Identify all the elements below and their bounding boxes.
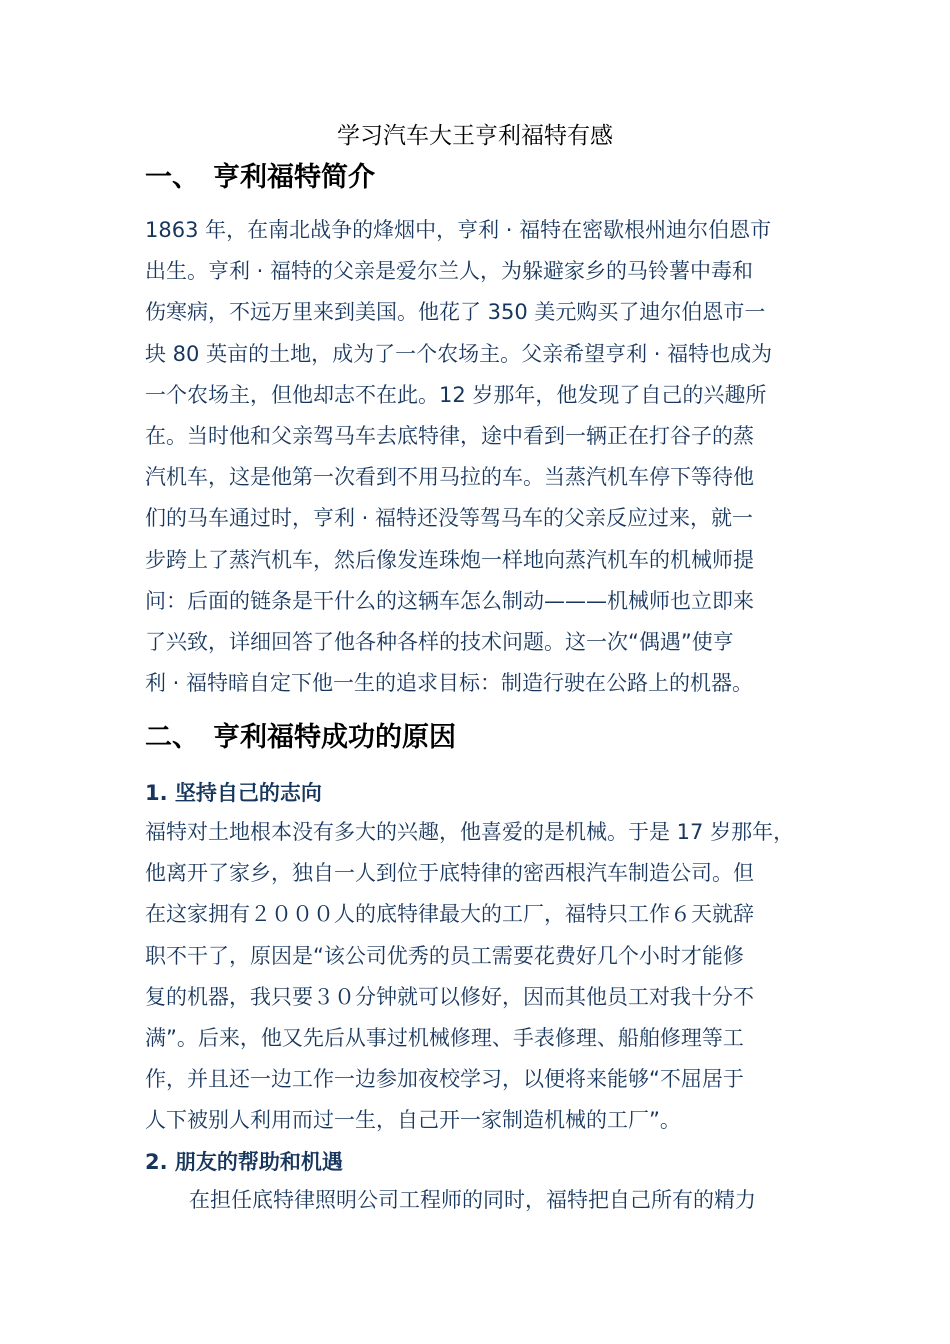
section2-number: 二、: [145, 722, 199, 753]
paragraph-line: 在担任底特律照明公司工程师的同时，福特把自己所有的精力: [189, 1188, 756, 1212]
section1-number: 一、: [145, 162, 199, 193]
section1-heading-text: 亨利福特简介: [213, 162, 375, 193]
paragraph-line: 汽机车，这是他第一次看到不用马拉的车。当蒸汽机车停下等待他: [145, 465, 754, 490]
paragraph-line: 作，并且还一边工作一边参加夜校学习，以便将来能够“不屈居于: [145, 1067, 744, 1092]
paragraph-line: 出生。亨利 · 福特的父亲是爱尔兰人，为躲避家乡的马铃薯中毒和: [145, 259, 754, 284]
paragraph-line: 块 80 英亩的土地，成为了一个农场主。父亲希望亨利 · 福特也成为: [145, 341, 773, 366]
paragraph-line: 在这家拥有２０００人的底特律最大的工厂，福特只工作６天就辞: [145, 902, 754, 927]
paragraph-line: 伤寒病，不远万里来到美国。他花了 350 美元购买了迪尔伯恩市一: [145, 300, 766, 325]
paragraph-line: 满”。后来，他又先后从事过机械修理、手表修理、船舶修理等工: [145, 1026, 744, 1051]
paragraph-line: 们的马车通过时，亨利 · 福特还没等驾马车的父亲反应过来，就一: [145, 506, 754, 531]
subsection2-heading: 2. 朋友的帮助和机遇: [145, 1150, 343, 1174]
subsection2-paragraph: [145, 1180, 815, 1221]
paragraph-line: 人下被别人利用而过一生，自己开一家制造机械的工厂”。: [145, 1108, 681, 1133]
subsection1-heading: 1. 坚持自己的志向: [145, 781, 322, 805]
paragraph-line: 复的机器，我只要３０分钟就可以修好，因而其他员工对我十分不: [145, 984, 754, 1009]
paragraph-line: 职不干了，原因是“该公司优秀的员工需要花费好几个小时才能修: [145, 943, 744, 968]
document-title: 学习汽车大王亨利福特有感: [337, 123, 613, 149]
section1-heading: [145, 158, 375, 198]
paragraph-line: 了兴致，详细回答了他各种各样的技术问题。这一次“偶遇”使亨: [145, 630, 734, 655]
paragraph-line: 一个农场主，但他却志不在此。12 岁那年，他发现了自己的兴趣所: [145, 382, 767, 407]
paragraph-line: 在。当时他和父亲驾马车去底特律，途中看到一辆正在打谷子的蒸: [145, 424, 754, 449]
section1-paragraph: [145, 210, 815, 704]
paragraph-line: 步跨上了蒸汽机车，然后像发连珠炮一样地向蒸汽机车的机械师提: [145, 547, 754, 572]
paragraph-line: 利 · 福特暗自定下他一生的追求目标：制造行驶在公路上的机器。: [145, 671, 754, 696]
subsection1-paragraph: [145, 812, 815, 1142]
section2-heading: [145, 718, 456, 758]
section2-heading-text: 亨利福特成功的原因: [213, 722, 456, 753]
paragraph-line: 问：后面的链条是干什么的这辆车怎么制动———机械师也立即来: [145, 588, 754, 613]
paragraph-line: 他离开了家乡，独自一人到位于底特律的密西根汽车制造公司。但: [145, 861, 754, 886]
paragraph-line: 福特对土地根本没有多大的兴趣，他喜爱的是机械。于是 17 岁那年，: [145, 820, 795, 844]
paragraph-line: 1863 年，在南北战争的烽烟中，亨利 · 福特在密歇根州迪尔伯恩市: [145, 218, 772, 242]
